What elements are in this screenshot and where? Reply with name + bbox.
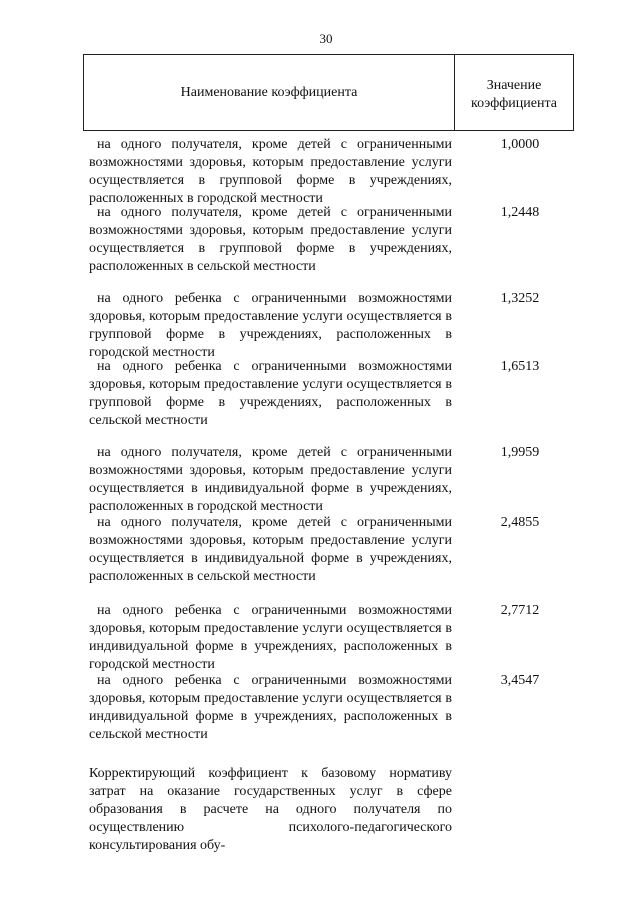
- table-header: [83, 54, 574, 131]
- row-description: на одного ребенка с ограниченными возможностями здоровья, которым предоставление услуги осуществляется в групповой форме в учреждениях, расположенных в городской местности: [89, 291, 452, 360]
- page-number: 30: [319, 31, 333, 46]
- row-value: 1,2448: [500, 205, 540, 220]
- row-description: на одного получателя, кроме детей с ограниченными возможностями здоровья, которым предоставление услуги осуществляется в групповой форме в учреждениях, расположенных в сельской местности: [89, 205, 452, 274]
- row-value: 1,3252: [500, 291, 540, 306]
- row-description: на одного ребенка с ограниченными возможностями здоровья, которым предоставление услуги осуществляется в индивидуальной форме в учреждениях, расположенных в сельской местности: [89, 673, 452, 742]
- row-value: 1,0000: [500, 137, 540, 152]
- row-description: на одного ребенка с ограниченными возможностями здоровья, которым предоставление услуги осуществляется в групповой форме в учреждениях, расположенных в сельской местности: [89, 359, 452, 428]
- header-value-line2: коэффициента: [471, 95, 557, 111]
- footer-paragraph: Корректирующий коэффициент к базовому нормативу затрат на оказание государственных услуг в сфере образования в расчете на одного получателя по осуществлению психолого-педагогического консультирования обу-: [89, 766, 452, 853]
- row-value: 2,4855: [500, 515, 540, 530]
- row-value: 1,9959: [500, 445, 540, 460]
- row-value: 2,7712: [500, 603, 540, 618]
- row-description: на одного ребенка с ограниченными возможностями здоровья, которым предоставление услуги осуществляется в индивидуальной форме в учреждениях, расположенных в городской местности: [89, 603, 452, 672]
- row-value: 1,6513: [500, 359, 540, 374]
- header-name-column: Наименование коэффициента: [84, 55, 455, 130]
- header-value-line1: Значение: [486, 77, 542, 93]
- row-description: на одного получателя, кроме детей с ограниченными возможностями здоровья, которым предоставление услуги осуществляется в индивидуальной форме в учреждениях, расположенных в сельской местности: [89, 515, 452, 584]
- row-description: на одного получателя, кроме детей с ограниченными возможностями здоровья, которым предоставление услуги осуществляется в индивидуальной форме в учреждениях, расположенных в городской местности: [89, 445, 452, 514]
- row-value: 3,4547: [500, 673, 540, 688]
- row-description: на одного получателя, кроме детей с ограниченными возможностями здоровья, которым предоставление услуги осуществляется в групповой форме в учреждениях, расположенных в городской местности: [89, 137, 452, 206]
- header-value-column: [455, 55, 573, 130]
